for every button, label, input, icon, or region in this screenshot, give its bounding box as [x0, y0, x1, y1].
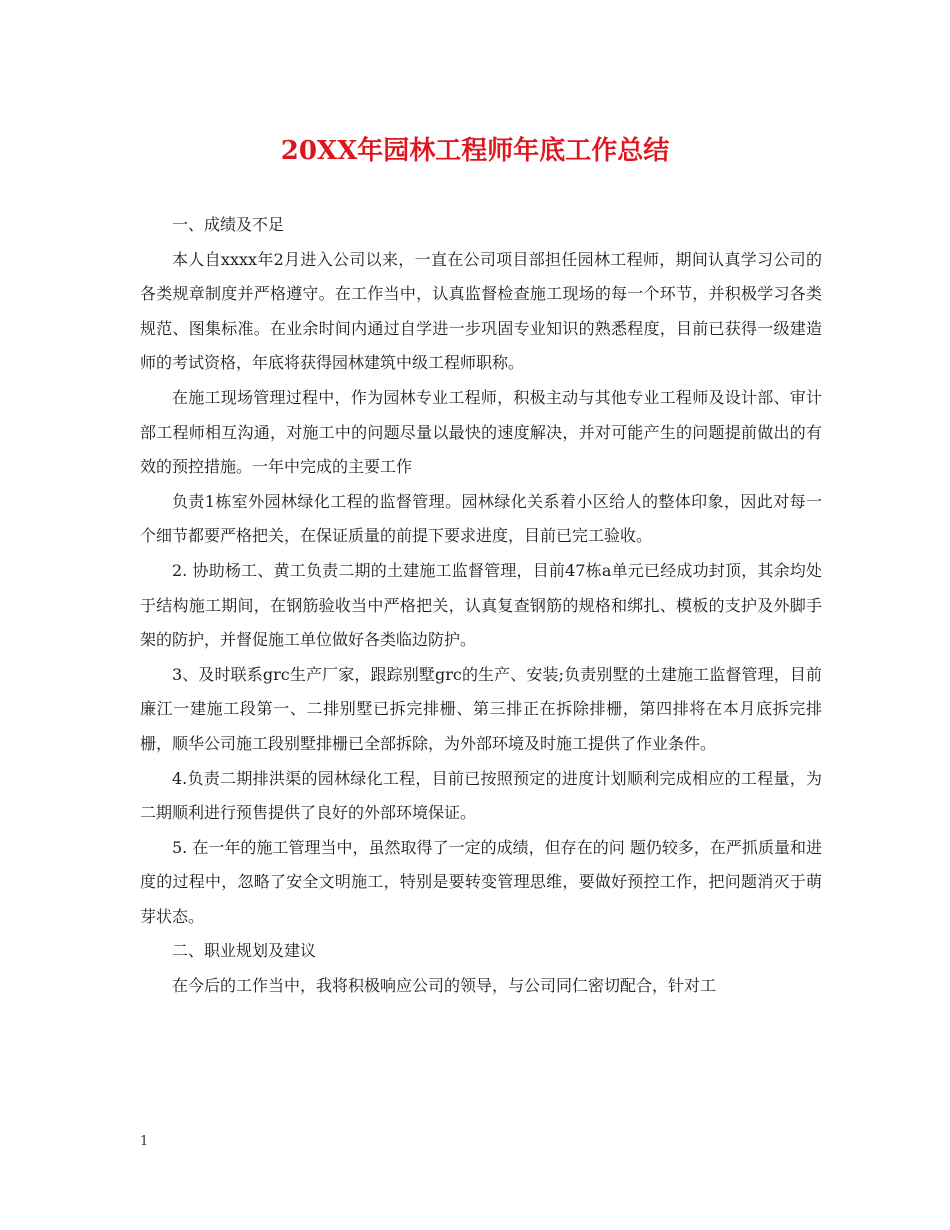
paragraph: 负责1栋室外园林绿化工程的监督管理。园林绿化关系着小区给人的整体印象，因此对每一个细节都要严格把关，在保证质量的前提下要求进度，目前已完工验收。 [140, 491, 822, 546]
paragraph: 本人自xxxx年2月进入公司以来，一直在公司项目部担任园林工程师，期间认真学习公司的各类规章制度并严格遵守。在工作当中，认真监督检查施工现场的每一个环节，并积极学习各类规范、图集标准。在业余时间内通过自学进一步巩固专业知识的熟悉程度，目前已获得一级建造师的考试资格，年底将获得园林建筑中级工程师职称。 [140, 249, 822, 373]
paragraph: 3、及时联系grc生产厂家，跟踪别墅grc的生产、安装;负责别墅的土建施工监督管理，目前廉江一建施工段第一、二排别墅已拆完排栅、第三排正在拆除排栅，第四排将在本月底拆完排栅，顺华公司施工段别墅排栅已全部拆除，为外部环境及时施工提供了作业条件。 [140, 664, 822, 753]
section-heading-achievements: 一、成绩及不足 [172, 215, 285, 234]
paragraph: 在今后的工作当中，我将积极响应公司的领导，与公司同仁密切配合，针对工 [172, 976, 717, 996]
paragraph: 4.负责二期排洪渠的园林绿化工程，目前已按照预定的进度计划顺利完成相应的工程量，为二期顺利进行预售提供了良好的外部环境保证。 [140, 768, 822, 823]
paragraph: 2. 协助杨工、黄工负责二期的土建施工监督管理，目前47栋a单元已经成功封顶，其余均处于结构施工期间，在钢筋验收当中严格把关，认真复查钢筋的规格和绑扎、模板的支护及外脚手架的防护，并督促施工单位做好各类临边防护。 [140, 560, 822, 650]
paragraph: 在施工现场管理过程中，作为园林专业工程师，积极主动与其他专业工程师及设计部、审计部工程师相互沟通，对施工中的问题尽量以最快的速度解决，并对可能产生的问题提前做出的有效的预控措施。一年中完成的主要工作 [140, 387, 822, 477]
document-title: 20XX年园林工程师年底工作总结 [280, 136, 670, 166]
section-heading-career-plan: 二、职业规划及建议 [172, 941, 317, 961]
paragraph: 5. 在一年的施工管理当中，虽然取得了一定的成绩，但存在的问 题仍较多，在严抓质量和进度的过程中，忽略了安全文明施工，特别是要转变管理思维，要做好预控工作，把问题消灭于萌芽状态。 [140, 837, 822, 926]
document-body [140, 208, 822, 1004]
page-number: 1 [140, 1134, 149, 1149]
